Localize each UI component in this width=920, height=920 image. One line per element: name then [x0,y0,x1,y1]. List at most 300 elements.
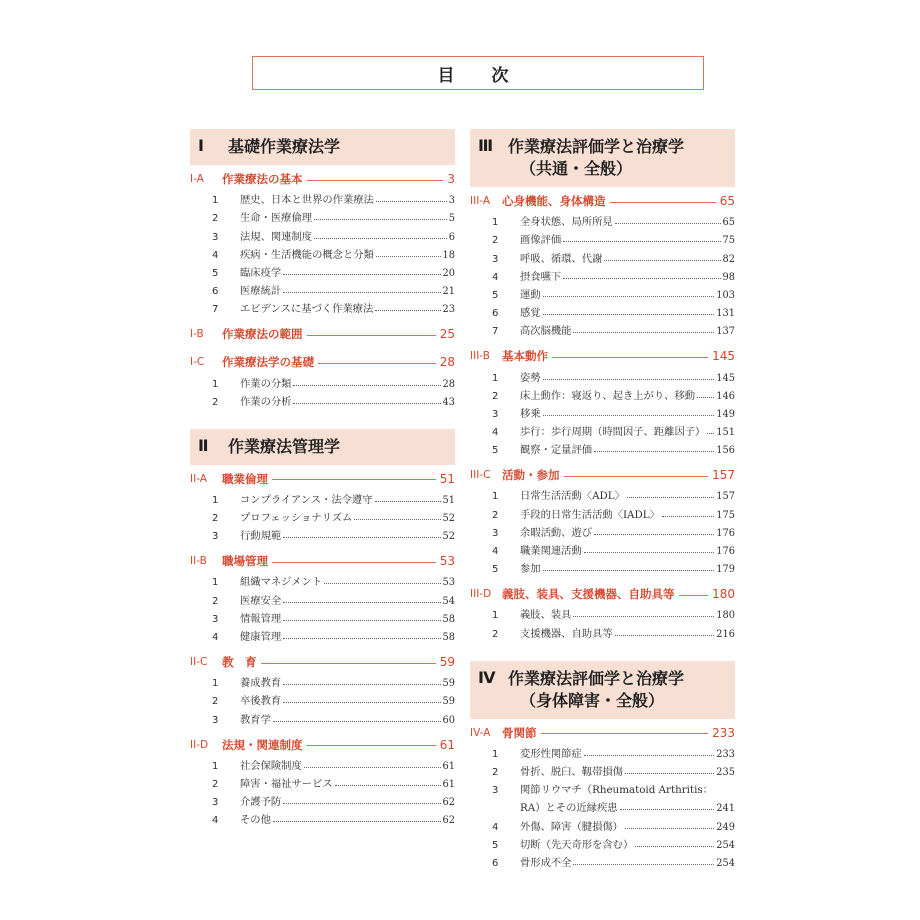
entry-title: プロフェッショナリズム [240,512,353,525]
section-page: 28 [439,355,455,370]
entry-title: 作業の分析 [240,395,292,408]
section-heading[interactable] [470,347,735,365]
entry-title: 社会保険制度 [240,759,302,772]
section-rule [610,202,716,203]
entry-title: 外傷、障害（腱損傷） [520,820,623,833]
entry-page: 52 [442,513,455,525]
entry-title: 法規、関連制度 [240,230,313,243]
entry-page: 5 [448,213,455,225]
entry-page: 43 [442,396,455,408]
entry-title: 関節リウマチ（Rheumatoid Arthritis： [520,784,713,797]
leader-dots [283,274,440,275]
section-heading[interactable] [470,724,735,742]
toc-entry[interactable] [190,754,455,772]
toc-entry[interactable] [470,833,735,851]
section-code: II-D [190,738,209,751]
toc-entry[interactable] [470,796,735,814]
entry-page: 3 [448,195,455,207]
entry-number: 1 [492,491,499,503]
toc-entry[interactable] [470,742,735,760]
toc-entry[interactable] [190,390,455,408]
entry-page: 51 [442,494,455,506]
entry-number: 5 [212,267,219,279]
section-code: III-D [470,588,492,601]
section-label: 作業療法の基本 [222,172,303,186]
entry-page: 62 [442,797,455,809]
section-spacer [190,726,455,733]
entry-page: 103 [716,289,735,301]
entry-number: 4 [212,815,219,827]
leader-dots [573,332,714,333]
entry-page: 175 [716,509,735,521]
toc-entry[interactable] [470,438,735,456]
entry-page: 65 [722,217,735,229]
leader-dots [625,828,714,829]
entry-page: 151 [716,427,735,439]
entry-number: 7 [492,326,499,338]
leader-dots [375,501,441,502]
toc-entry[interactable] [190,488,455,506]
section-spacer [470,337,735,344]
entry-number: 2 [212,213,219,225]
entry-number: 1 [212,760,219,772]
toc-entry[interactable] [190,524,455,542]
part-title-wrap [508,136,735,180]
entry-title: 介護予防 [240,796,282,809]
leader-dots [604,260,720,261]
entry-number: 5 [492,445,499,457]
leader-dots [594,534,714,535]
toc-entry[interactable] [470,384,735,402]
entry-number: 2 [212,696,219,708]
leader-dots [662,516,714,517]
leader-dots [615,635,715,636]
section-heading[interactable] [470,192,735,210]
entry-title: 画像評価 [520,234,562,247]
part-title-wrap [228,436,455,458]
leader-dots [314,219,447,220]
entry-page: 241 [716,803,735,815]
entry-title: 障害・福祉サービス [240,777,333,790]
leader-dots [273,821,441,822]
toc-entry[interactable] [470,557,735,575]
leader-dots [304,767,441,768]
section-spacer [190,315,455,322]
leader-dots [584,755,715,756]
leader-dots [354,519,440,520]
leader-dots [594,451,714,452]
section-rule [552,357,708,358]
section-rule [541,733,709,734]
section-page: 53 [439,554,455,569]
entry-number: 3 [492,408,499,420]
entry-number: 6 [492,857,499,869]
entry-page: 28 [442,378,455,390]
entry-number: 2 [212,595,219,607]
section-label: 心身機能、身体構造 [502,194,606,208]
entry-title: コンプライアンス・法令遵守 [240,493,373,506]
entry-title: 健康管理 [240,631,282,643]
entry-page: 137 [716,326,735,338]
toc-entry[interactable] [470,814,735,832]
toc-entry[interactable] [470,365,735,383]
entry-page: 6 [448,231,455,243]
entry-number: 3 [492,527,499,539]
leader-dots [375,310,440,311]
section-rule [307,335,436,336]
section-spacer [470,575,735,582]
part-title: 作業療法管理学 [228,436,341,456]
entry-title: 医療安全 [240,594,282,607]
section-label: 義肢、装具、支援機器、自助具等 [502,587,675,602]
leader-dots [625,773,714,774]
part-number: Ⅳ [478,667,496,687]
entry-title: 参加 [520,563,541,576]
entry-number: 5 [492,289,499,301]
toc-entry[interactable] [190,279,455,297]
entry-number: 2 [492,235,499,247]
section-rule [679,595,709,596]
entry-page: 179 [716,564,735,576]
entry-title: 感覚 [520,307,541,320]
entry-title: 観察・定量評価 [520,444,593,457]
toc-entry[interactable] [470,228,735,246]
toc-entry[interactable] [190,570,455,588]
toc-entry[interactable] [190,206,455,224]
section-code: III-A [470,195,491,207]
section-page: 51 [439,471,455,486]
entry-page: 254 [716,839,735,851]
entry-number: 4 [212,249,219,261]
toc-entry[interactable] [190,224,455,242]
entry-number: 1 [212,577,219,589]
section-code: I-C [190,356,205,369]
part-title: 基礎作業療法学 [228,137,341,156]
entry-page: 233 [716,748,735,760]
section-code: IV-A [470,726,491,739]
leader-dots [697,397,714,398]
entry-page: 61 [442,778,455,790]
toc-entry[interactable] [190,607,455,625]
entry-title: 生命・医療倫理 [240,212,313,225]
toc-entry[interactable] [470,402,735,420]
entry-number: 3 [212,613,219,625]
section-page: 145 [712,349,735,364]
toc-entry[interactable] [190,588,455,606]
section-rule [307,745,436,746]
leader-dots [335,785,441,786]
toc-entry[interactable] [470,265,735,283]
section-label: 作業療法学の基礎 [222,355,314,370]
entry-page: 216 [716,628,735,640]
entry-page: 58 [442,613,455,625]
entry-page: 145 [716,372,735,384]
leader-dots [627,497,714,498]
section-rule [307,180,444,181]
entry-number: 2 [212,396,219,408]
leader-dots [573,864,714,865]
toc-entry[interactable] [470,484,735,502]
entry-number: 1 [212,494,219,506]
section-rule [564,476,709,477]
toc-entry[interactable] [470,760,735,778]
section-heading[interactable] [190,552,455,570]
section-spacer [190,542,455,549]
part-heading [190,429,455,465]
section-page: 180 [712,587,735,602]
toc-entry[interactable] [470,210,735,228]
toc-entry[interactable] [190,707,455,725]
section-rule [272,562,436,563]
entry-title: その他 [240,814,271,827]
entry-page: 235 [716,766,735,778]
part-number: Ⅰ [198,136,204,155]
section-heading[interactable] [190,325,455,343]
section-rule [261,663,436,664]
entry-number: 1 [212,378,219,390]
entry-title: 組織マネジメント [240,576,323,589]
entry-page: 254 [716,857,735,869]
section-spacer [190,643,455,650]
entry-title: 姿勢 [520,371,541,384]
section-heading[interactable] [190,353,455,371]
toc-entry[interactable] [190,243,455,261]
entry-number: 2 [492,390,499,402]
leader-dots [376,256,441,257]
section-spacer [190,408,455,415]
section-label: 骨関節 [502,725,537,740]
leader-dots [273,721,441,722]
entry-number: 6 [492,308,499,320]
section-code: I-B [190,328,204,341]
entry-number: 1 [492,610,499,622]
entry-number: 3 [492,253,499,265]
toc-entry[interactable] [470,621,735,639]
entry-title: エビデンスに基づく作業療法 [240,303,374,316]
entry-number: 1 [212,195,219,207]
leader-dots [563,241,720,242]
section-rule [272,479,436,480]
entry-number: 1 [492,217,499,229]
entry-number: 2 [492,509,499,521]
leader-dots [563,278,720,279]
entry-title: 骨形成不全 [520,856,572,869]
section-code: III-C [470,469,491,482]
entry-title: 日常生活活動〈ADL〉 [520,490,625,503]
part-number: Ⅲ [478,136,494,155]
leader-dots [615,223,721,224]
leader-dots [283,537,440,538]
leader-dots [314,238,447,239]
section-label: 職場管理 [222,554,268,569]
section-heading[interactable] [470,585,735,603]
toc-entry[interactable] [470,603,735,621]
entry-page: 61 [442,760,455,772]
section-spacer [470,869,735,876]
section-page: 3 [447,172,455,186]
entry-title: RA）とその近縁疾患 [520,802,618,815]
entry-number: 3 [212,231,219,243]
toc-entry[interactable] [190,689,455,707]
entry-title: 呼吸、循環、代謝 [520,252,603,265]
section-label: 活動・参加 [502,468,560,483]
entry-title: 全身状態、局所所見 [520,216,613,229]
leader-dots [283,638,440,639]
entry-number: 4 [492,427,499,439]
entry-number: 6 [212,286,219,298]
entry-title: 行動規範 [240,530,282,543]
entry-title: 支援機器、自助具等 [520,627,613,640]
toc-entry[interactable] [470,283,735,301]
toc-entry[interactable] [470,778,735,796]
toc-entry[interactable] [190,790,455,808]
entry-title: 卒後教育 [240,695,282,708]
entry-page: 156 [716,445,735,457]
entry-number: 1 [212,678,219,690]
section-spacer [190,826,455,833]
leader-dots [283,803,440,804]
section-code: II-C [190,656,208,668]
toc-entry[interactable] [470,420,735,438]
entry-title: 床上動作：寝返り、起き上がり、移動 [520,389,696,402]
entry-title: 医療統計 [240,285,282,298]
part-heading [190,129,455,165]
leader-dots [584,552,715,553]
entry-number: 4 [492,821,499,833]
toc-entry[interactable] [470,851,735,869]
leader-dots [707,433,714,434]
part-spacer [470,647,735,661]
entry-page: 249 [716,821,735,833]
entry-number: 3 [212,714,219,726]
section-label: 基本動作 [502,349,548,364]
entry-number: 7 [212,304,219,316]
entry-page: 58 [442,632,455,643]
leader-dots [543,570,715,571]
toc-entry[interactable] [190,506,455,524]
entry-number: 5 [492,839,499,851]
entry-number: 5 [492,564,499,576]
entry-page: 23 [442,304,455,316]
toc-entry[interactable] [190,188,455,206]
part-number: Ⅱ [198,435,209,455]
section-spacer [470,456,735,463]
toc-entry[interactable] [470,319,735,337]
entry-number: 3 [212,797,219,809]
entry-number: 2 [212,778,219,790]
entry-page: 75 [722,235,735,247]
toc-entry[interactable] [470,521,735,539]
entry-title: 疾病・生活機能の概念と分類 [240,248,374,261]
entry-title: 職業関連活動 [520,545,582,557]
section-page: 61 [439,737,455,752]
toc-title: 目 次 [252,56,704,90]
leader-dots [543,379,715,380]
section-page: 65 [719,194,735,208]
toc-entry[interactable] [470,246,735,264]
entry-number: 4 [492,546,499,557]
section-code: III-B [470,350,490,363]
section-label: 法規・関連制度 [222,737,303,752]
leader-dots [543,314,715,315]
entry-number: 2 [492,628,499,640]
section-spacer [470,640,735,647]
section-label: 教 育 [222,655,257,669]
entry-page: 149 [716,408,735,420]
part-subtitle: （身体障害・全般） [520,690,665,710]
toc-entry[interactable] [190,808,455,826]
section-heading[interactable] [190,170,455,188]
section-code: II-B [190,555,207,568]
entry-title: 切断（先天奇形を含む） [520,838,634,851]
entry-page: 59 [442,696,455,708]
entry-page: 20 [442,267,455,279]
toc-entry[interactable] [470,502,735,520]
section-label: 職業倫理 [222,471,268,486]
entry-title: 教育学 [240,713,271,726]
leader-dots [543,415,715,416]
section-code: I-A [190,173,204,185]
leader-dots [283,602,440,603]
leader-dots [293,385,440,386]
entry-title: 歩行：歩行周期（時間因子、距離因子） [520,426,706,439]
section-heading[interactable] [190,736,455,754]
left-column [190,129,455,833]
section-label: 作業療法の範囲 [222,327,303,342]
entry-title: 摂食嚥下 [520,270,562,283]
entry-page: 157 [716,491,735,503]
toc-entry[interactable] [190,772,455,790]
entry-number: 3 [212,531,219,543]
toc-entry[interactable] [470,301,735,319]
entry-number: 4 [492,271,499,283]
part-heading [470,129,735,187]
section-page: 59 [439,655,455,669]
part-title-wrap [508,668,735,712]
leader-dots [543,296,715,297]
section-heading[interactable] [470,466,735,484]
toc-entry[interactable] [190,671,455,689]
right-column [470,129,735,876]
leader-dots [324,583,440,584]
entry-title: 歴史、日本と世界の作業療法 [240,194,374,207]
leader-dots [376,201,447,202]
toc-entry[interactable] [190,625,455,643]
entry-page: 62 [442,815,455,827]
entry-page: 18 [442,249,455,261]
leader-dots [283,702,440,703]
entry-number: 1 [492,748,499,760]
entry-page: 52 [442,531,455,543]
entry-page: 176 [716,546,735,557]
section-heading[interactable] [190,653,455,671]
leader-dots [283,684,440,685]
section-heading[interactable] [190,470,455,488]
leader-dots [283,620,440,621]
leader-dots [635,846,714,847]
entry-title: 骨折、脱臼、靱帯損傷 [520,765,623,778]
toc-entry[interactable] [190,297,455,315]
entry-title: 養成教育 [240,677,282,690]
entry-page: 53 [442,577,455,589]
toc-entry[interactable] [190,371,455,389]
section-spacer [190,343,455,350]
toc-entry[interactable] [190,261,455,279]
toc-entry[interactable] [470,539,735,557]
leader-dots [293,403,440,404]
leader-dots [573,616,714,617]
entry-page: 146 [716,390,735,402]
